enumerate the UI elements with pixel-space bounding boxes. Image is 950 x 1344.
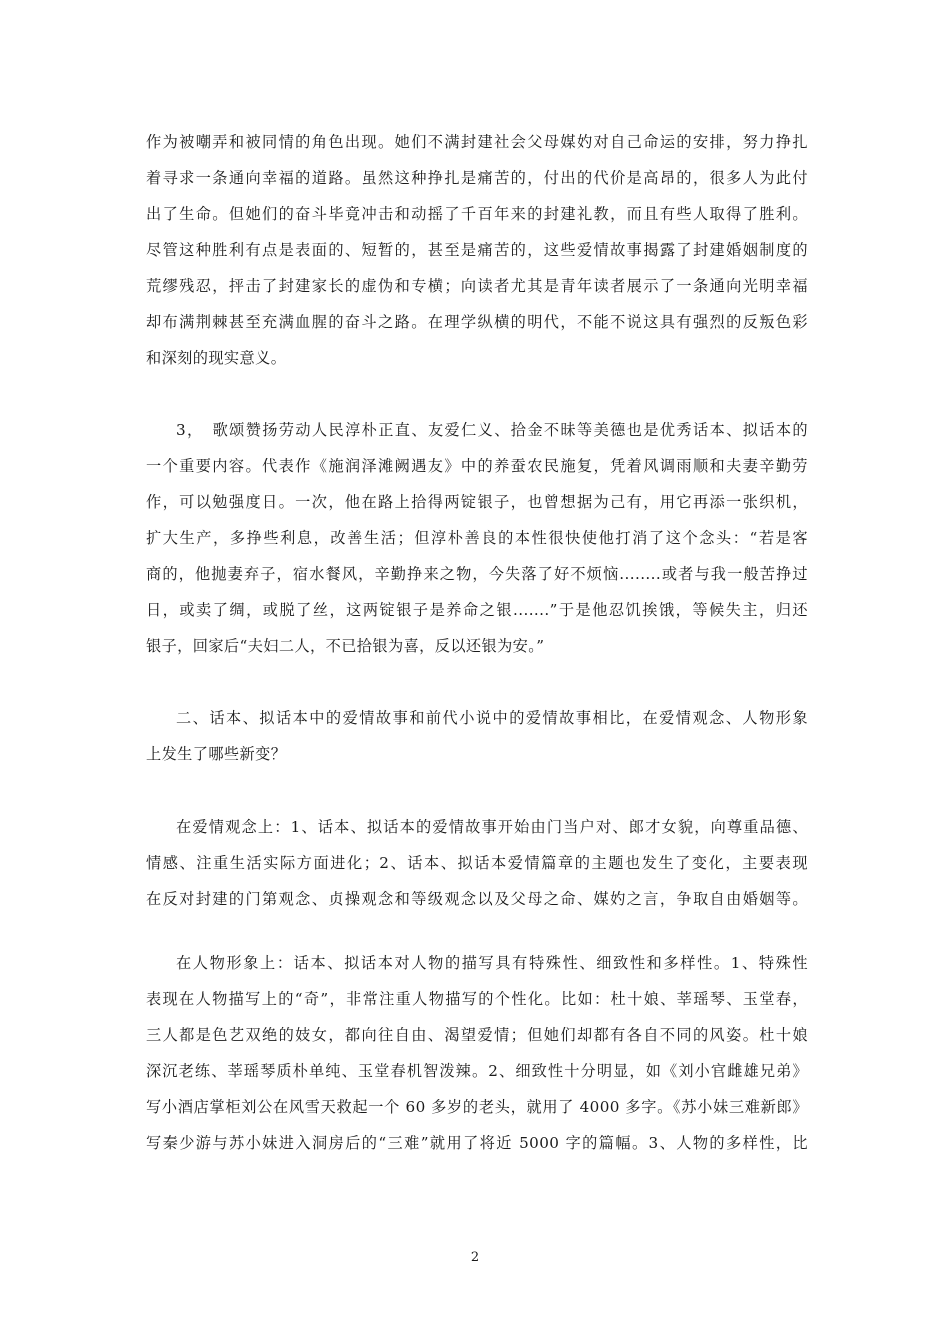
text-line: 在反对封建的门第观念、贞操观念和等级观念以及父母之命、媒妁之言，争取自由婚姻等。	[146, 890, 808, 908]
text-line: 尽管这种胜利有点是表面的、短暂的，甚至是痛苦的，这些爱情故事揭露了封建婚姻制度的	[146, 241, 808, 259]
text-line: 银子，回家后“夫妇二人，不已拾银为喜，反以还银为安。”	[146, 637, 545, 655]
page-number: 2	[470, 1250, 480, 1265]
text-line: 作为被嘲弄和被同情的角色出现。她们不满封建社会父母媒妁对自己命运的安排，努力挣扎	[146, 133, 808, 151]
text-line: 二、话本、拟话本中的爱情故事和前代小说中的爱情故事相比，在爱情观念、人物形象	[176, 709, 808, 727]
text-line: 上发生了哪些新变？	[146, 745, 287, 763]
text-line: 写秦少游与苏小妹进入洞房后的“三难”就用了将近 5000 字的篇幅。3、人物的多样性，比	[146, 1134, 808, 1152]
text-line: 深沉老练、莘瑶琴质朴单纯、玉堂春机智泼辣。2、细致性十分明显，如《刘小官雌雄兄弟》	[146, 1062, 808, 1080]
text-line: 情感、注重生活实际方面进化；2、话本、拟话本爱情篇章的主题也发生了变化，主要表现	[146, 854, 808, 872]
text-line: 写小酒店掌柜刘公在风雪天救起一个 60 多岁的老头，就用了 4000 多字。《苏小妹三难新郎》	[146, 1098, 808, 1116]
text-line: 却布满荆棘甚至充满血腥的奋斗之路。在理学纵横的明代，不能不说这具有强烈的反叛色彩	[146, 313, 808, 331]
text-line: 三人都是色艺双绝的妓女，都向往自由、渴望爱情；但她们却都有各自不同的风姿。杜十娘	[146, 1026, 808, 1044]
text-line: 扩大生产，多挣些利息，改善生活；但淳朴善良的本性很快使他打消了这个念头：“若是客	[146, 529, 808, 547]
text-line: 和深刻的现实意义。	[146, 349, 287, 367]
text-line: 日，或卖了绸，或脱了丝，这两锭银子是养命之银.......”于是他忍饥挨饿，等候失主，归还	[146, 601, 808, 619]
text-line: 3， 歌颂赞扬劳动人民淳朴正直、友爱仁义、拾金不昧等美德也是优秀话本、拟话本的	[176, 421, 808, 439]
text-line: 荒缪残忍，抨击了封建家长的虚伪和专横；向读者尤其是青年读者展示了一条通向光明幸福	[146, 277, 808, 295]
text-line: 出了生命。但她们的奋斗毕竟冲击和动摇了千百年来的封建礼教，而且有些人取得了胜利。	[146, 205, 808, 223]
text-line: 表现在人物描写上的“奇”，非常注重人物描写的个性化。比如：杜十娘、莘瑶琴、玉堂春，	[146, 990, 808, 1008]
text-line: 一个重要内容。代表作《施润泽滩阙遇友》中的养蚕农民施复，凭着风调雨顺和夫妻辛勤劳	[146, 457, 808, 475]
text-line: 在爱情观念上：1、话本、拟话本的爱情故事开始由门当户对、郎才女貌，向尊重品德、	[176, 818, 808, 836]
text-line: 着寻求一条通向幸福的道路。虽然这种挣扎是痛苦的，付出的代价是高昂的，很多人为此付	[146, 169, 808, 187]
text-line: 作，可以勉强度日。一次，他在路上拾得两锭银子，也曾想据为己有，用它再添一张织机，	[146, 493, 808, 511]
text-line: 商的，他抛妻弃子，宿水餐风，辛勤挣来之物，今失落了好不烦恼........或者与我一般苦挣过	[146, 565, 808, 583]
text-line: 在人物形象上：话本、拟话本对人物的描写具有特殊性、细致性和多样性。1、特殊性	[176, 954, 808, 972]
